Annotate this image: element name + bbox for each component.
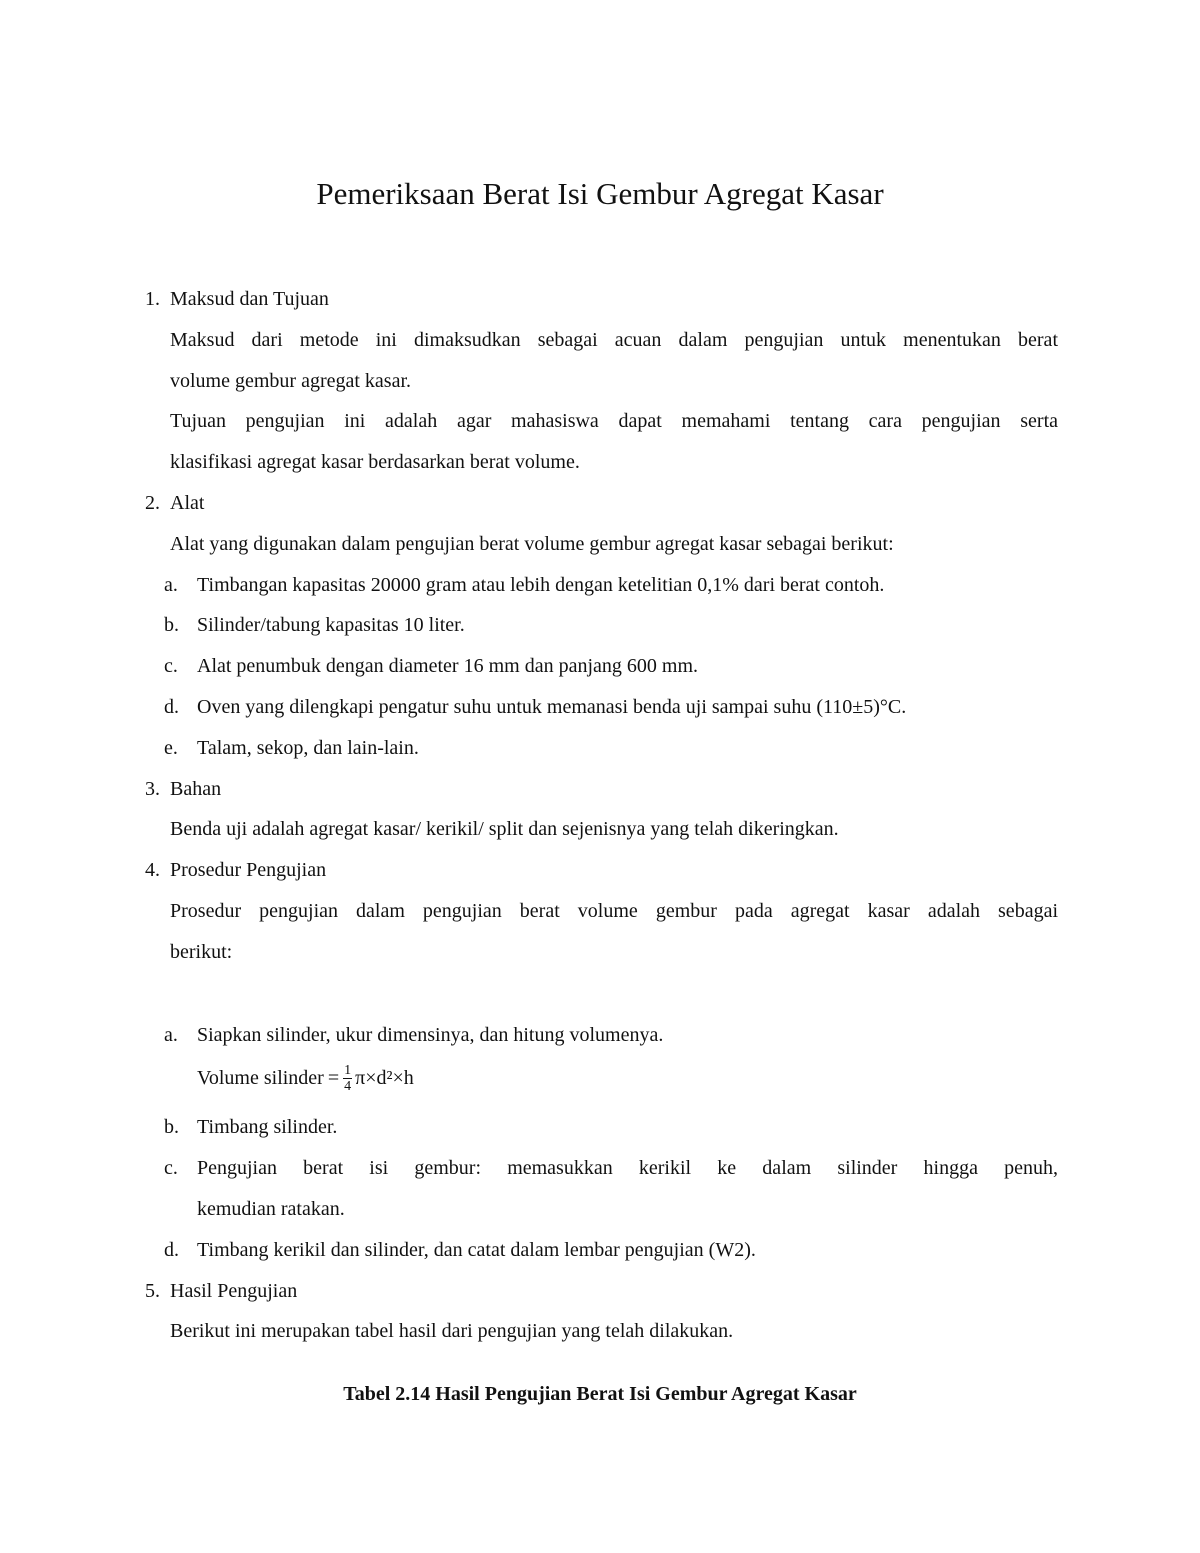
paragraph-text: Benda uji adalah agregat kasar/ kerikil/ split dan sejenisnya yang telah dikeringkan. [170,818,839,841]
list-marker: a. [164,573,178,596]
formula-label: Volume silinder [197,1067,324,1090]
list-item [0,565,1200,606]
list-marker: c. [164,655,178,678]
formula-line [0,1055,1200,1107]
paragraph-line [0,932,1200,973]
list-item [0,728,1200,769]
list-marker: d. [164,695,179,718]
section-title: Alat [170,491,205,514]
list-item-text: Timbangan kapasitas 20000 gram atau lebih dengan ketelitian 0,1% dari berat contoh. [197,573,885,596]
list-item-continuation [0,1189,1200,1230]
list-marker: e. [164,736,178,759]
section-number: 3. [145,777,160,800]
fraction-denominator: 4 [344,1079,352,1095]
list-item-text: kemudian ratakan. [197,1197,345,1220]
list-marker: b. [164,614,179,637]
blank-line [0,973,1200,1015]
paragraph-text: Berikut ini merupakan tabel hasil dari pengujian yang telah dilakukan. [170,1320,734,1343]
list-item [0,1148,1200,1189]
section-number: 5. [145,1279,160,1302]
section-title: Hasil Pengujian [170,1279,298,1302]
paragraph-text: Tujuan pengujian ini adalah agar mahasiswa dapat memahami tentang cara pengujian serta [170,410,1058,433]
list-item [0,687,1200,728]
paragraph-line [0,442,1200,483]
volume-formula [197,1063,414,1094]
paragraph-line [0,1311,1200,1352]
list-item-text: Alat penumbuk dengan diameter 16 mm dan panjang 600 mm. [197,655,698,678]
paragraph-line [0,401,1200,442]
list-marker: b. [164,1116,179,1139]
paragraph-text: Alat yang digunakan dalam pengujian berat volume gembur agregat kasar sebagai berikut: [170,532,894,555]
paragraph-text: volume gembur agregat kasar. [170,369,412,392]
section-title: Prosedur Pengujian [170,859,327,882]
paragraph-line [0,320,1200,361]
paragraph-text: Maksud dari metode ini dimaksudkan sebagai acuan dalam pengujian untuk menentukan berat [170,328,1058,351]
list-item-text: Talam, sekop, dan lain-lain. [197,736,419,759]
section-heading [0,850,1200,891]
paragraph-text: Prosedur pengujian dalam pengujian berat volume gembur pada agregat kasar adalah sebagai [170,899,1058,922]
formula-fraction [343,1063,352,1094]
list-item [0,1107,1200,1148]
list-marker: a. [164,1023,178,1046]
paragraph-line [0,524,1200,565]
paragraph-line [0,361,1200,402]
paragraph-text: berikut: [170,940,233,963]
section-number: 1. [145,288,160,310]
list-item-text: Timbang kerikil dan silinder, dan catat dalam lembar pengujian (W2). [197,1238,756,1261]
paragraph-line [0,891,1200,932]
section-title: Maksud dan Tujuan [170,288,329,310]
list-item [0,605,1200,646]
list-item [0,1230,1200,1271]
list-item-text: Pengujian berat isi gembur: memasukkan kerikil ke dalam silinder hingga penuh, [197,1157,1058,1180]
table-caption: Tabel 2.14 Hasil Pengujian Berat Isi Gembur Agregat Kasar [343,1383,857,1405]
paragraph-line [0,809,1200,850]
list-marker: c. [164,1157,178,1180]
fraction-numerator: 1 [344,1063,352,1079]
section-number: 2. [145,491,160,514]
section-heading [0,483,1200,524]
section-heading [0,279,1200,320]
list-item [0,646,1200,687]
section-number: 4. [145,859,160,882]
list-item-text: Silinder/tabung kapasitas 10 liter. [197,614,465,637]
document-body [0,279,1200,1352]
list-marker: d. [164,1238,179,1261]
list-item-text: Siapkan silinder, ukur dimensinya, dan hitung volumenya. [197,1023,664,1046]
page-title: Pemeriksaan Berat Isi Gembur Agregat Kasar [316,176,884,211]
list-item-text: Oven yang dilengkapi pengatur suhu untuk memanasi benda uji sampai suhu (110±5)°C. [197,695,907,718]
section-heading [0,769,1200,810]
list-item [0,1015,1200,1056]
formula-equals: = [327,1067,340,1090]
section-heading [0,1271,1200,1312]
section-title: Bahan [170,777,222,800]
list-item-text: Timbang silinder. [197,1116,338,1139]
paragraph-text: klasifikasi agregat kasar berdasarkan berat volume. [170,451,580,474]
formula-expression: π×d²×h [355,1067,414,1090]
